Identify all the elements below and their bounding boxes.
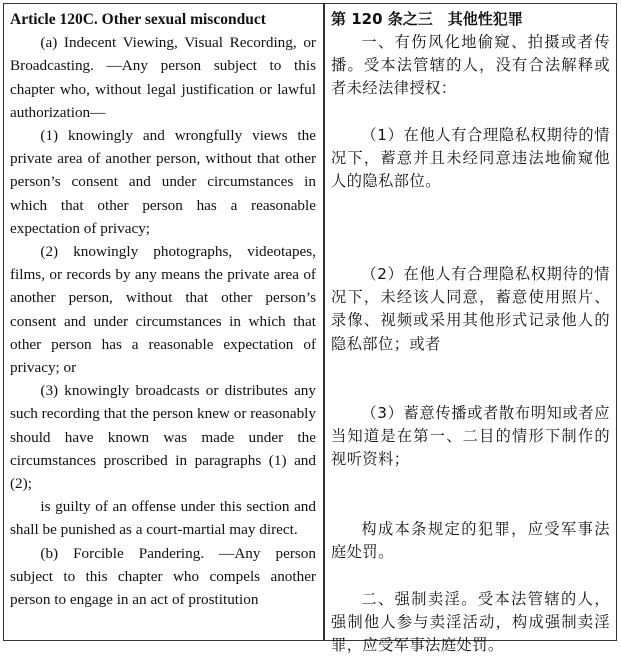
- english-article-heading: Article 120C. Other sexual misconduct: [10, 11, 266, 28]
- english-paragraph-3: (3) knowingly broadcasts or distributes any such recording that the person knew or reasonably should have known was made under the circumstances proscribed in paragraphs (1) and (2);: [10, 382, 316, 493]
- chinese-paragraph-3: （3）蓄意传播或者散布明知或者应当知道是在第一、二目的情形下制作的视听资料；: [331, 404, 610, 469]
- english-paragraph-b: (b) Forcible Pandering. —Any person subject to this chapter who compels another person to engage in an act of prostitution: [10, 544, 316, 609]
- english-paragraph-a: (a) Indecent Viewing, Visual Recording, or Broadcasting. —Any person subject to this chapter who, without legal justification or lawful authorization—: [10, 34, 316, 121]
- chinese-block-b: [331, 588, 610, 658]
- chinese-block-2: [331, 263, 610, 356]
- english-penalty-clause: is guilty of an offense under this section and shall be punished as a court-martial may direct.: [10, 498, 316, 539]
- chinese-column: [331, 8, 610, 655]
- english-column: [10, 8, 316, 611]
- chinese-block-penalty: [331, 518, 610, 564]
- chinese-paragraph-b: 二、强制卖淫。受本法管辖的人，强制他人参与卖淫活动，构成强制卖淫罪，应受军事法庭处罚。: [331, 590, 610, 655]
- chinese-paragraph-a: 一、有伤风化地偷窥、拍摄或者传播。受本法管辖的人，没有合法解释或者未经法律授权：: [331, 33, 610, 98]
- column-divider: [323, 3, 325, 641]
- chinese-block-a: [331, 31, 610, 101]
- chinese-paragraph-2: （2）在他人有合理隐私权期待的情况下，未经该人同意，蓄意使用照片、录像、视频或采用其他形式记录他人的隐私部位；或者: [331, 265, 610, 353]
- chinese-block-3: [331, 402, 610, 472]
- chinese-paragraph-1: （1）在他人有合理隐私权期待的情况下，蓄意并且未经同意违法地偷窥他人的隐私部位。: [331, 126, 610, 191]
- chinese-article-heading: 第 120 条之三 其他性犯罪: [331, 10, 523, 28]
- english-paragraph-2: (2) knowingly photographs, videotapes, films, or records by any means the private area of another person, without that other person’s consent and under circumstances in which that other person has a reasonable expectation of privacy; or: [10, 243, 316, 377]
- chinese-block-1: [331, 124, 610, 194]
- chinese-penalty-clause: 构成本条规定的犯罪，应受军事法庭处罚。: [331, 520, 610, 562]
- english-paragraph-1: (1) knowingly and wrongfully views the private area of another person, without that other person’s consent and under circumstances in which that other person has a reasonable expectation of privacy;: [10, 127, 316, 237]
